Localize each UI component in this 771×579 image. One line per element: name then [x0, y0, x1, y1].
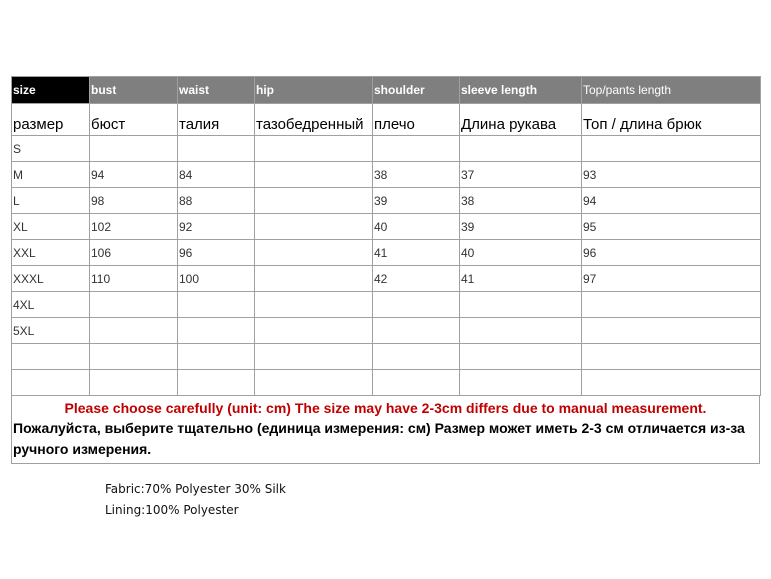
- table-row: [12, 266, 761, 292]
- table-cell: [178, 318, 255, 344]
- fabric-line: Fabric:70% Polyester 30% Silk: [105, 482, 286, 496]
- table-cell: [90, 292, 178, 318]
- table-cell: 38: [460, 188, 582, 214]
- table-cell: 94: [582, 188, 761, 214]
- table-cell: 5XL: [12, 318, 90, 344]
- table-cell: 88: [178, 188, 255, 214]
- size-table: [11, 76, 761, 396]
- table-cell: [12, 344, 90, 370]
- table-cell: [373, 370, 460, 396]
- header-ru-top-pants-length: Топ / длина брюк: [582, 104, 761, 136]
- table-cell: [178, 344, 255, 370]
- notice-russian: Пожалуйста, выберите тщательно (единица измерения: см) Размер может иметь 2-3 см отличается из-за ручного измерения.: [13, 420, 745, 457]
- table-cell: 92: [178, 214, 255, 240]
- table-cell: [255, 240, 373, 266]
- table-cell: 4XL: [12, 292, 90, 318]
- header-waist: waist: [178, 77, 255, 104]
- table-cell: 40: [373, 214, 460, 240]
- table-cell: 96: [178, 240, 255, 266]
- header-ru-waist: талия: [178, 104, 255, 136]
- header-row-ru: [12, 104, 761, 136]
- table-row: [12, 370, 761, 396]
- table-cell: [582, 136, 761, 162]
- table-cell: 97: [582, 266, 761, 292]
- table-cell: 84: [178, 162, 255, 188]
- header-row-en: [12, 77, 761, 104]
- header-size: size: [12, 77, 90, 104]
- table-cell: 93: [582, 162, 761, 188]
- table-cell: [255, 344, 373, 370]
- table-cell: [460, 344, 582, 370]
- table-cell: 95: [582, 214, 761, 240]
- header-ru-shoulder: плечо: [373, 104, 460, 136]
- table-cell: [460, 292, 582, 318]
- header-shoulder: shoulder: [373, 77, 460, 104]
- table-cell: [90, 136, 178, 162]
- table-cell: [178, 292, 255, 318]
- header-ru-size: размер: [12, 104, 90, 136]
- table-cell: [582, 292, 761, 318]
- table-cell: 38: [373, 162, 460, 188]
- table-cell: [90, 370, 178, 396]
- table-cell: [255, 370, 373, 396]
- table-cell: 102: [90, 214, 178, 240]
- size-chart: [11, 76, 760, 464]
- table-row: [12, 318, 761, 344]
- table-cell: [373, 344, 460, 370]
- header-ru-sleeve-length: Длина рукава: [460, 104, 582, 136]
- table-cell: XXXL: [12, 266, 90, 292]
- table-cell: [460, 318, 582, 344]
- table-cell: [178, 136, 255, 162]
- table-cell: S: [12, 136, 90, 162]
- table-cell: 40: [460, 240, 582, 266]
- table-cell: [255, 162, 373, 188]
- table-cell: 96: [582, 240, 761, 266]
- table-cell: [373, 318, 460, 344]
- table-cell: [255, 266, 373, 292]
- lining-line: Lining:100% Polyester: [105, 503, 239, 517]
- table-cell: 37: [460, 162, 582, 188]
- table-row: [12, 162, 761, 188]
- table-cell: 110: [90, 266, 178, 292]
- table-cell: [255, 318, 373, 344]
- header-ru-hip: тазобедренный: [255, 104, 373, 136]
- table-cell: [12, 370, 90, 396]
- table-cell: 41: [373, 240, 460, 266]
- table-cell: [582, 370, 761, 396]
- table-row: [12, 292, 761, 318]
- table-cell: 41: [460, 266, 582, 292]
- table-cell: [178, 370, 255, 396]
- table-cell: [373, 292, 460, 318]
- header-sleeve-length: sleeve length: [460, 77, 582, 104]
- table-cell: 106: [90, 240, 178, 266]
- table-cell: [582, 318, 761, 344]
- table-cell: [255, 136, 373, 162]
- table-cell: XL: [12, 214, 90, 240]
- table-cell: [255, 292, 373, 318]
- table-cell: [460, 136, 582, 162]
- table-cell: [90, 344, 178, 370]
- header-bust: bust: [90, 77, 178, 104]
- table-cell: 98: [90, 188, 178, 214]
- table-row: [12, 188, 761, 214]
- table-cell: M: [12, 162, 90, 188]
- table-cell: XXL: [12, 240, 90, 266]
- table-row: [12, 344, 761, 370]
- table-cell: [90, 318, 178, 344]
- table-cell: [255, 188, 373, 214]
- table-cell: 100: [178, 266, 255, 292]
- header-top-pants-length: Top/pants length: [582, 77, 761, 104]
- notice-english: Please choose carefully (unit: cm) The size may have 2-3cm differs due to manual measurement.: [64, 400, 707, 416]
- table-cell: [582, 344, 761, 370]
- fabric-info: [105, 479, 286, 521]
- table-cell: 94: [90, 162, 178, 188]
- table-row: [12, 240, 761, 266]
- table-cell: [373, 136, 460, 162]
- table-row: [12, 136, 761, 162]
- table-cell: [255, 214, 373, 240]
- table-cell: 42: [373, 266, 460, 292]
- header-ru-bust: бюст: [90, 104, 178, 136]
- table-cell: [460, 370, 582, 396]
- table-cell: 39: [460, 214, 582, 240]
- measurement-notice: [11, 396, 760, 464]
- table-row: [12, 214, 761, 240]
- table-cell: 39: [373, 188, 460, 214]
- header-hip: hip: [255, 77, 373, 104]
- table-cell: L: [12, 188, 90, 214]
